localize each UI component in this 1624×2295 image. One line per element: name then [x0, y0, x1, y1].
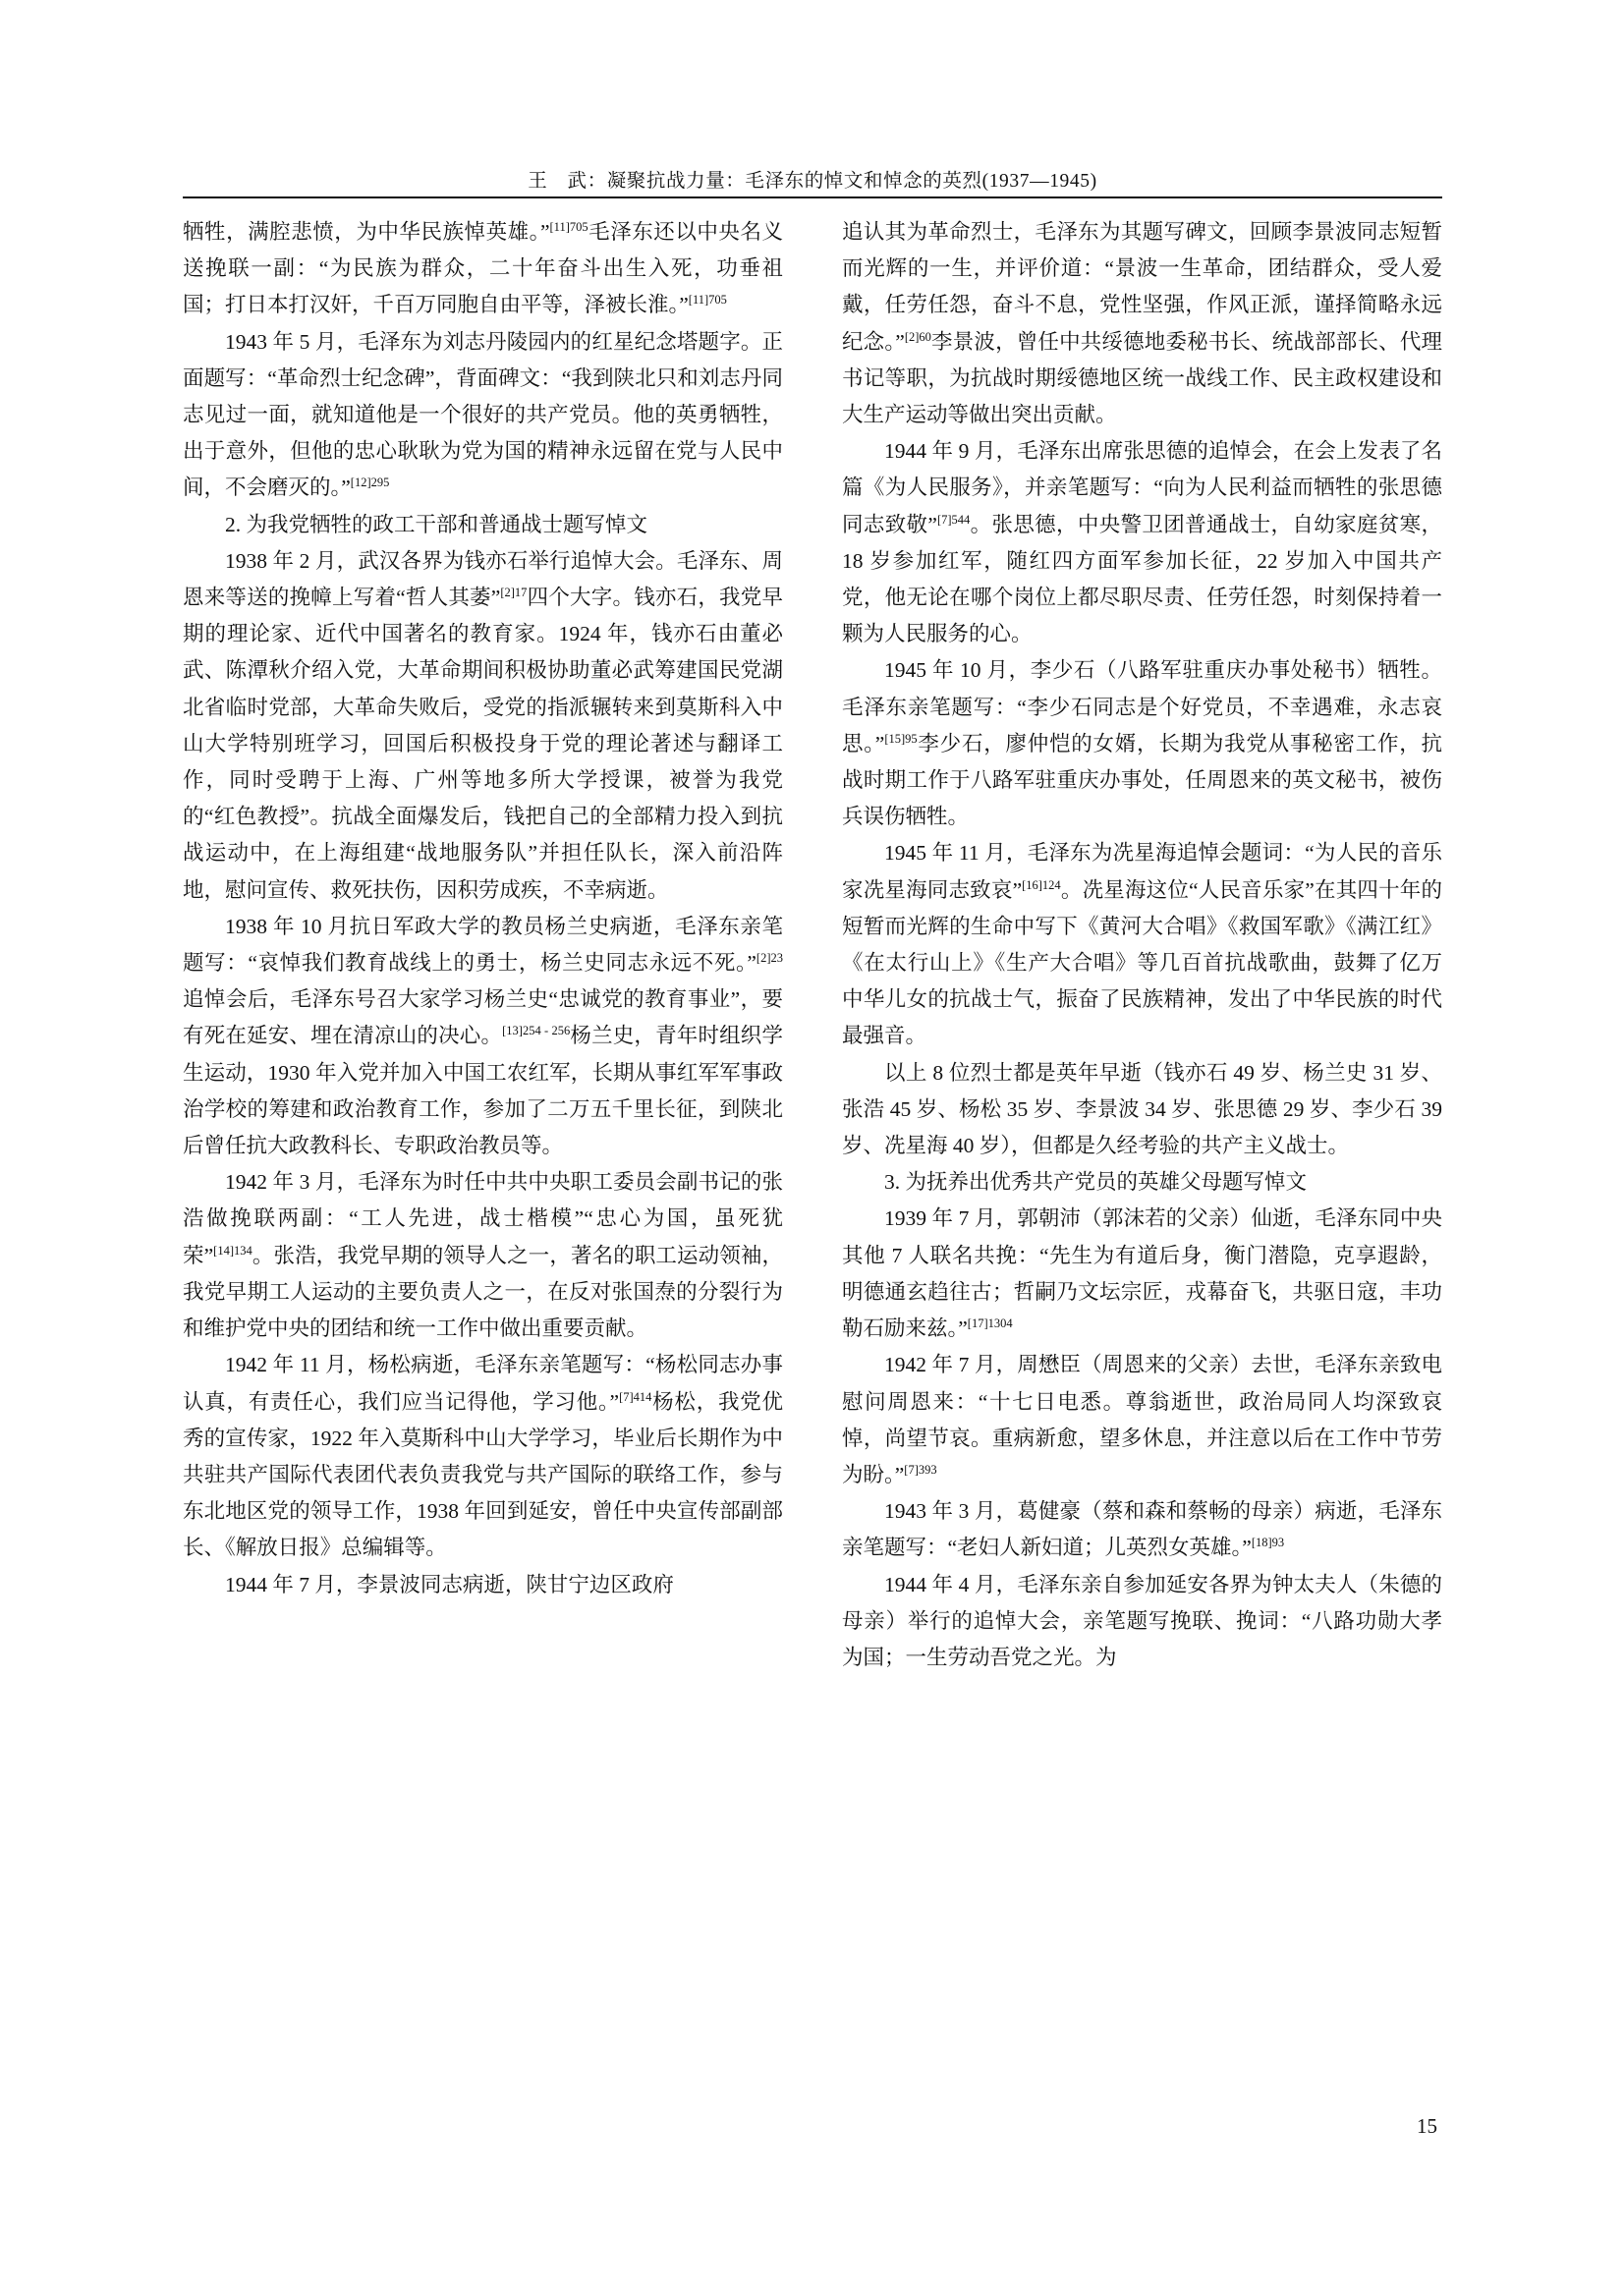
citation-marker: [2]17	[500, 585, 528, 599]
citation-marker: [7]414	[619, 1389, 652, 1404]
paragraph: 3. 为抚养出优秀共产党员的英雄父母题写悼文	[884, 1170, 1308, 1195]
paragraph: 以上 8 位烈士都是英年早逝（钱亦石 49 岁、杨兰史 31 岁、张浩 45 岁、杨松 35 岁、李景波 34 岁、张思德 29 岁、李少石 39 岁、冼星海 40 岁），但都是久经考验的共产主义战士。	[842, 1060, 1442, 1158]
citation-marker: [11]705	[688, 293, 727, 308]
left-column	[183, 214, 783, 2097]
paragraph: 1945 年 10 月，李少石（八路军驻重庆办事处秘书）牺牲。毛泽东亲笔题写：“李少石同志是个好党员，不幸遇难，永志哀思。”$^{[15]95}$李少石，廖仲恺的女婿，长期为我党从事秘密工作，抗战时期工作于八路军驻重庆办事处，任周恩来的英文秘书，被伤兵误伤牺牲。	[842, 658, 1442, 829]
paragraph: 1943 年 3 月，葛健豪（蔡和森和蔡畅的母亲）病逝，毛泽东亲笔题写：“老妇人新妇道；儿英烈女英雄。”$^{[18]93}$	[842, 1499, 1442, 1560]
paragraph: 1945 年 11 月，毛泽东为冼星海追悼会题词：“为人民的音乐家冼星海同志致哀”$^{[16]124}$。冼星海这位“人民音乐家”在其四十年的短暂而光辉的生命中写下《黄河大合唱》《救国军歌》《满江红》《在太行山上》《生产大合唱》等几百首抗战歌曲，鼓舞了亿万中华儿女的抗战士气，振奋了民族精神，发出了中华民族的时代最强音。	[842, 841, 1442, 1048]
paragraph: 1942 年 11 月，杨松病逝，毛泽东亲笔题写：“杨松同志办事认真，有责任心，我们应当记得他，学习他。”$^{[7]414}$杨松，我党优秀的宣传家，1922 年入莫斯科中山大学学习，毕业后长期作为中共驻共产国际代表团代表负责我党与共产国际的联络工作，参与东北地区党的领导工作，1938 年回到延安，曾任中央宣传部副部长、《解放日报》总编辑等。	[183, 1353, 783, 1560]
body-area	[183, 214, 1442, 2097]
citation-marker: [2]23	[756, 950, 783, 965]
paragraph: 1938 年 2 月，武汉各界为钱亦石举行追悼大会。毛泽东、周恩来等送的挽幛上写着“哲人其萎”$^{[2]17}$四个大字。钱亦石，我党早期的理论家、近代中国著名的教育家。1924 年，钱亦石由董必武、陈潭秋介绍入党，大革命期间积极协助董必武筹建国民党湖北省临时党部，大革命失败后，受党的指派辗转来到莫斯科入中山大学特别班学习，回国后积极投身于党的理论著述与翻译工作，同时受聘于上海、广州等地多所大学授课，被誉为我党的“红色教授”。抗战全面爆发后，钱把自己的全部精力投入到抗战运动中，在上海组建“战地服务队”并担任队长，深入前沿阵地，慰问宣传、救死扶伤，因积劳成疾，不幸病逝。	[183, 548, 783, 902]
citation-marker: [18]93	[1251, 1536, 1285, 1550]
paragraph: 1938 年 10 月抗日军政大学的教员杨兰史病逝，毛泽东亲笔题写：“哀悼我们教育战线上的勇士，杨兰史同志永远不死。”$^{[2]23}$追悼会后，毛泽东号召大家学习杨兰史“忠诚党的教育事业”，要有死在延安、埋在清凉山的决心。$^{[13]254 - 256}$杨兰史，青年时组织学生运动，1930 年入党并加入中国工农红军，长期从事红军军事政治学校的筹建和政治教育工作，参加了二万五千里长征，到陕北后曾任抗大政教科长、专职政治教员等。	[183, 914, 783, 1158]
paragraph: 1942 年 3 月，毛泽东为时任中共中央职工委员会副书记的张浩做挽联两副：“工人先进，战士楷模”“忠心为国，虽死犹荣”$^{[14]134}$。张浩，我党早期的领导人之一，著名的职工运动领袖，我党早期工人运动的主要负责人之一，在反对张国焘的分裂行为和维护党中央的团结和统一工作中做出重要贡献。	[183, 1170, 783, 1341]
paragraph: 1942 年 7 月，周懋臣（周恩来的父亲）去世，毛泽东亲致电慰问周恩来：“十七日电悉。尊翁逝世，政治局同人均深致哀悼，尚望节哀。重病新愈，望多休息，并注意以后在工作中节劳为盼。”$^{[7]393}$	[842, 1353, 1442, 1486]
paragraph: 1943 年 5 月，毛泽东为刘志丹陵园内的红星纪念塔题字。正面题写：“革命烈士纪念碑”，背面碑文：“我到陕北只和刘志丹同志见过一面，就知道他是一个很好的共产党员。他的英勇牺牲，出于意外，但他的忠心耿耿为党为国的精神永远留在党与人民中间，不会磨灭的。”$^{[12]295}$	[183, 329, 783, 500]
paragraph: 1944 年 4 月，毛泽东亲自参加延安各界为钟太夫人（朱德的母亲）举行的追悼大会，亲笔题写挽联、挽词：“八路功勋大孝为国；一生劳动吾党之光。为	[842, 1572, 1442, 1669]
citation-marker: [13]254 - 256	[502, 1024, 571, 1038]
page-number: 15	[1417, 2114, 1437, 2138]
citation-marker: [16]124	[1022, 877, 1061, 892]
paragraph: 1944 年 9 月，毛泽东出席张思德的追悼会，在会上发表了名篇《为人民服务》，并亲笔题写：“向为人民利益而牺牲的张思德同志致敬”$^{[7]544}$。张思德，中央警卫团普通战士，自幼家庭贫寒，18 岁参加红军，随红四方面军参加长征，22 岁加入中国共产党，他无论在哪个岗位上都尽职尽责、任劳任怨，时刻保持着一颗为人民服务的心。	[842, 439, 1442, 646]
citation-marker: [7]393	[904, 1462, 937, 1477]
two-column-layout	[183, 214, 1442, 2097]
right-column	[842, 214, 1442, 2097]
citation-marker: [14]134	[213, 1243, 252, 1258]
header-divider	[183, 196, 1442, 198]
citation-marker: [2]60	[904, 329, 931, 344]
paragraph: 牺牲，满腔悲愤，为中华民族悼英雄。”$^{[11]705}$毛泽东还以中央名义送挽联一副：“为民族为群众，二十年奋斗出生入死，功垂祖国；打日本打汉奸，千百万同胞自由平等，泽被长淮。”$^{[11]705}$	[183, 219, 783, 317]
citation-marker: [15]95	[884, 731, 918, 746]
paragraph: 1939 年 7 月，郭朝沛（郭沫若的父亲）仙逝，毛泽东同中央其他 7 人联名共挽：“先生为有道后身，衡门潜隐，克享遐龄，明德通玄趋往古；哲嗣乃文坛宗匠，戎幕奋飞，共驱日寇，丰功勒石励来兹。”$^{[17]1304}$	[842, 1206, 1442, 1341]
running-head: 王 武：凝聚抗战力量：毛泽东的悼文和悼念的英烈(1937—1945)	[528, 171, 1097, 192]
paragraph: 1944 年 7 月，李景波同志病逝，陕甘宁边区政府	[225, 1572, 674, 1596]
citation-marker: [11]705	[549, 219, 588, 234]
citation-marker: [17]1304	[967, 1315, 1013, 1330]
citation-marker: [12]295	[350, 476, 390, 490]
citation-marker: [7]544	[936, 512, 971, 527]
paragraph: 2. 为我党牺牲的政工干部和普通战士题写悼文	[225, 512, 648, 536]
paragraph: 追认其为革命烈士，毛泽东为其题写碑文，回顾李景波同志短暂而光辉的一生，并评价道：“景波一生革命，团结群众，受人爱戴，任劳任怨，奋斗不息，党性坚强，作风正派，谨择简略永远纪念。”$^{[2]60}$李景波，曾任中共绥德地委秘书长、统战部部长、代理书记等职，为抗战时期绥德地区统一战线工作、民主政权建设和大生产运动等做出突出贡献。	[842, 220, 1442, 427]
